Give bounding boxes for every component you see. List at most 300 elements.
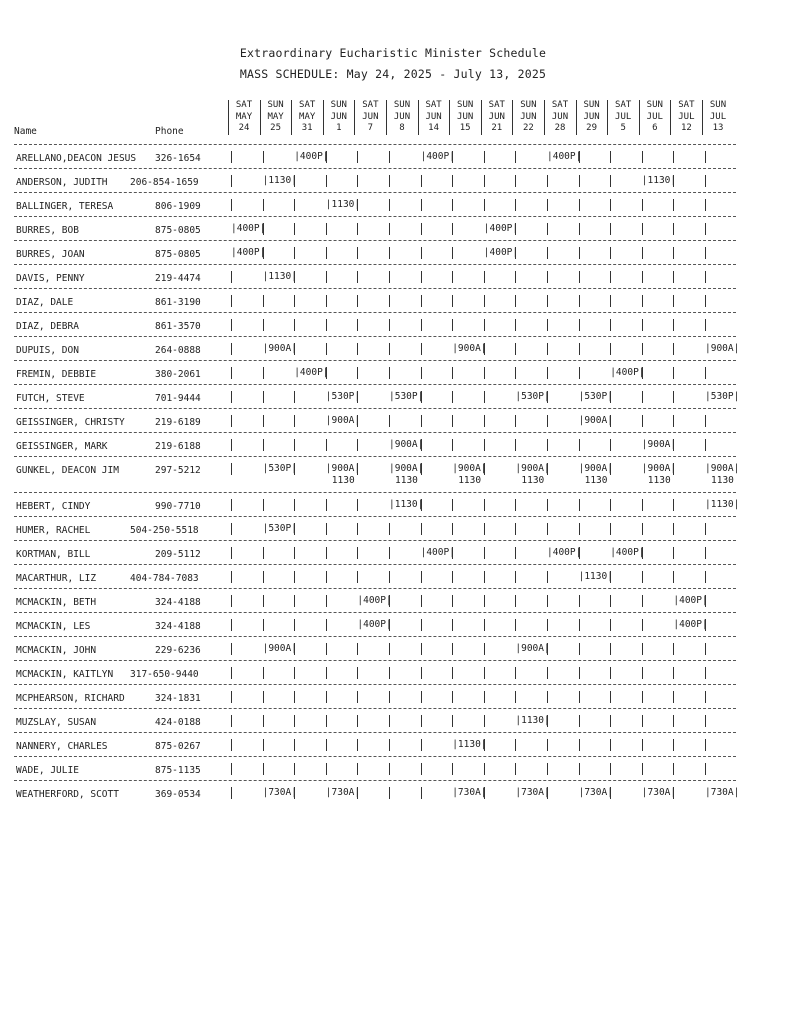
empty-cell-marker (389, 367, 390, 379)
row-divider (14, 288, 736, 289)
empty-cell-marker (547, 271, 548, 283)
empty-cell-marker (421, 343, 422, 355)
empty-cell-marker (421, 595, 422, 607)
empty-cell-marker (326, 175, 327, 187)
empty-cell-marker (673, 499, 674, 511)
empty-cell-marker (579, 667, 580, 679)
minister-phone: 206-854-1659 (130, 177, 199, 188)
empty-cell-marker (421, 223, 422, 235)
empty-cell-marker (705, 715, 706, 727)
empty-cell-marker (547, 619, 548, 631)
empty-cell-marker (610, 415, 611, 427)
header-mon: JUN (488, 111, 505, 122)
empty-cell-marker (421, 787, 422, 799)
table-row (14, 612, 736, 636)
empty-cell-marker (294, 667, 295, 679)
empty-cell-marker (452, 439, 453, 451)
minister-name: BURRES, JOAN (16, 249, 85, 260)
empty-cell-marker (673, 739, 674, 751)
empty-cell-marker (484, 463, 485, 475)
empty-cell-marker (579, 319, 580, 331)
empty-cell-marker (579, 619, 580, 631)
minister-name: HUMER, RACHEL (16, 525, 91, 536)
empty-cell-marker (389, 223, 390, 235)
empty-cell-marker (389, 667, 390, 679)
header-date: 29 (586, 123, 598, 133)
empty-cell-marker (263, 571, 264, 583)
empty-cell-marker (579, 343, 580, 355)
table-row (14, 636, 736, 660)
empty-cell-marker (579, 175, 580, 187)
empty-cell-marker (705, 247, 706, 259)
header-date: 1 (336, 123, 342, 133)
empty-cell-marker (515, 523, 516, 535)
empty-cell-marker (579, 643, 580, 655)
column-divider (449, 100, 450, 135)
assignment-cell: |530P| (262, 523, 297, 534)
table-row (14, 384, 740, 408)
table-row (14, 288, 736, 312)
header-day: SAT (615, 100, 632, 110)
header-date: 14 (428, 123, 440, 133)
minister-name: WADE, JULIE (16, 765, 79, 776)
empty-cell-marker (484, 547, 485, 559)
empty-cell-marker (389, 271, 390, 283)
empty-cell-marker (484, 343, 485, 355)
empty-cell-marker (610, 739, 611, 751)
table-row (14, 144, 736, 168)
empty-cell-marker (515, 439, 516, 451)
assignment-cell: |400P| (231, 223, 266, 234)
empty-cell-marker (484, 175, 485, 187)
column-divider (418, 100, 419, 135)
empty-cell-marker (357, 715, 358, 727)
empty-cell-marker (484, 523, 485, 535)
empty-cell-marker (263, 763, 264, 775)
empty-cell-marker (705, 523, 706, 535)
empty-cell-marker (642, 247, 643, 259)
date-column-header (260, 100, 292, 135)
table-row (14, 432, 736, 456)
empty-cell-marker (547, 463, 548, 475)
empty-cell-marker (389, 691, 390, 703)
row-divider (14, 432, 736, 433)
empty-cell-marker (547, 247, 548, 259)
empty-cell-marker (547, 439, 548, 451)
header-date: 6 (652, 123, 658, 133)
empty-cell-marker (515, 595, 516, 607)
empty-cell-marker (231, 319, 232, 331)
assignment-cell: |400P| (547, 151, 582, 162)
empty-cell-marker (579, 499, 580, 511)
header-date: 24 (238, 123, 250, 133)
assignment-cell: |730A| (578, 787, 613, 798)
minister-phone: 326-1654 (155, 153, 201, 164)
empty-cell-marker (484, 367, 485, 379)
empty-cell-marker (610, 787, 611, 799)
column-divider (481, 100, 482, 135)
minister-name: ARELLANO,DEACON JESUS (16, 153, 137, 164)
header-date: 5 (620, 123, 626, 133)
empty-cell-marker (579, 247, 580, 259)
empty-cell-marker (452, 643, 453, 655)
assignment-cell: |400P| (420, 547, 455, 558)
header-mon: JUN (583, 111, 600, 122)
header-day: SAT (678, 100, 695, 110)
date-column-header (228, 100, 260, 135)
empty-cell-marker (610, 247, 611, 259)
empty-cell-marker (673, 247, 674, 259)
row-divider (14, 588, 736, 589)
empty-cell-marker (547, 643, 548, 655)
header-date: 21 (491, 123, 503, 133)
header-day: SAT (235, 100, 253, 110)
empty-cell-marker (705, 319, 706, 331)
empty-cell-marker (389, 199, 390, 211)
empty-cell-marker (357, 391, 358, 403)
empty-cell-marker (357, 523, 358, 535)
empty-cell-marker (357, 271, 358, 283)
empty-cell-marker (294, 499, 295, 511)
empty-cell-marker (484, 151, 485, 163)
empty-cell-marker (294, 595, 295, 607)
column-divider (386, 100, 387, 135)
empty-cell-marker (357, 547, 358, 559)
assignment-cell: |400P| (610, 547, 645, 558)
empty-cell-marker (547, 763, 548, 775)
minister-name: DIAZ, DEBRA (16, 321, 79, 332)
empty-cell-marker (484, 619, 485, 631)
column-divider (291, 100, 292, 135)
assignment-cell: |1130| (641, 175, 677, 186)
empty-cell-marker (357, 199, 358, 211)
row-divider (14, 360, 736, 361)
assignment-cell: |900A| (452, 343, 487, 354)
minister-phone: 875-0267 (155, 741, 201, 752)
empty-cell-marker (231, 199, 232, 211)
empty-cell-marker (294, 415, 295, 427)
row-divider (14, 456, 736, 457)
empty-cell-marker (357, 415, 358, 427)
empty-cell-marker (610, 343, 611, 355)
empty-cell-marker (705, 739, 706, 751)
empty-cell-marker (452, 571, 453, 583)
table-row (14, 408, 736, 432)
empty-cell-marker (357, 787, 358, 799)
empty-cell-marker (326, 343, 327, 355)
empty-cell-marker (452, 595, 453, 607)
empty-cell-marker (231, 523, 232, 535)
empty-cell-marker (484, 763, 485, 775)
empty-cell-marker (421, 367, 422, 379)
empty-cell-marker (673, 787, 674, 799)
assignment-cell-second: 1130 (711, 475, 734, 486)
empty-cell-marker (326, 715, 327, 727)
assignment-cell: |900A| (705, 463, 740, 474)
minister-phone: 875-0805 (155, 225, 201, 236)
empty-cell-marker (705, 619, 706, 631)
empty-cell-marker (452, 619, 453, 631)
date-column-header (670, 100, 702, 135)
empty-cell-marker (326, 643, 327, 655)
empty-cell-marker (326, 619, 327, 631)
empty-cell-marker (547, 175, 548, 187)
empty-cell-marker (326, 223, 327, 235)
table-row (14, 492, 740, 516)
minister-name: DAVIS, PENNY (16, 273, 85, 284)
minister-name: GEISSINGER, MARK (16, 441, 108, 452)
empty-cell-marker (231, 619, 232, 631)
empty-cell-marker (579, 439, 580, 451)
table-row (14, 708, 736, 732)
assignment-cell: |1130| (452, 739, 487, 750)
page-title: Extraordinary Eucharistic Minister Schedule (239, 46, 547, 60)
header-mon: JUN (425, 111, 442, 122)
header-date: 15 (459, 123, 471, 133)
empty-cell-marker (547, 223, 548, 235)
empty-cell-marker (389, 415, 390, 427)
empty-cell-marker (452, 415, 453, 427)
row-divider (14, 312, 736, 313)
empty-cell-marker (610, 463, 611, 475)
assignment-cell: |1130| (389, 499, 424, 510)
header-mon: JUL (709, 111, 727, 122)
minister-name: MACARTHUR, LIZ (16, 573, 97, 584)
empty-cell-marker (357, 571, 358, 583)
empty-cell-marker (610, 763, 611, 775)
assignment-cell: |400P| (357, 595, 392, 606)
empty-cell-marker (294, 247, 295, 259)
assignment-cell: |730A| (452, 787, 487, 798)
empty-cell-marker (421, 319, 422, 331)
empty-cell-marker (326, 247, 327, 259)
empty-cell-marker (515, 343, 516, 355)
header-day: SUN (330, 100, 347, 110)
empty-cell-marker (610, 295, 611, 307)
assignment-cell: |900A| (515, 463, 550, 474)
assignment-cell-second: 1130 (395, 475, 418, 486)
empty-cell-marker (515, 271, 516, 283)
empty-cell-marker (231, 271, 232, 283)
minister-name: MCMACKIN, LES (16, 621, 91, 632)
minister-phone: 219-4474 (155, 273, 201, 284)
empty-cell-marker (547, 391, 548, 403)
empty-cell-marker (515, 367, 516, 379)
header-mon: JUN (551, 111, 569, 122)
empty-cell-marker (705, 547, 706, 559)
empty-cell-marker (326, 547, 327, 559)
empty-cell-marker (452, 271, 453, 283)
empty-cell-marker (673, 199, 674, 211)
empty-cell-marker (231, 463, 232, 475)
header-mon: JUN (362, 111, 379, 122)
row-divider (14, 216, 736, 217)
minister-name: DUPUIS, DON (16, 345, 79, 356)
date-column-header (512, 100, 544, 135)
minister-phone: 219-6189 (155, 417, 201, 428)
empty-cell-marker (642, 499, 643, 511)
minister-name: GUNKEL, DEACON JIM (16, 465, 119, 476)
empty-cell-marker (421, 643, 422, 655)
row-divider (14, 192, 736, 193)
empty-cell-marker (673, 223, 674, 235)
empty-cell-marker (231, 547, 232, 559)
empty-cell-marker (326, 691, 327, 703)
row-divider (14, 708, 736, 709)
empty-cell-marker (673, 691, 674, 703)
empty-cell-marker (547, 595, 548, 607)
empty-cell-marker (610, 523, 611, 535)
assignment-cell: |730A| (262, 787, 297, 798)
empty-cell-marker (705, 439, 706, 451)
empty-cell-marker (421, 271, 422, 283)
empty-cell-marker (642, 739, 643, 751)
empty-cell-marker (421, 439, 422, 451)
assignment-cell: |1130| (325, 199, 361, 210)
empty-cell-marker (357, 643, 358, 655)
name-column-header: Name (14, 126, 37, 137)
assignment-cell-second: 1130 (584, 475, 608, 486)
empty-cell-marker (673, 439, 674, 451)
empty-cell-marker (642, 691, 643, 703)
table-row (14, 168, 736, 192)
minister-name: NANNERY, CHARLES (16, 741, 108, 752)
empty-cell-marker (452, 763, 453, 775)
empty-cell-marker (357, 343, 358, 355)
minister-phone: 209-5112 (155, 549, 201, 560)
empty-cell-marker (452, 499, 453, 511)
header-day: SUN (709, 100, 727, 110)
empty-cell-marker (484, 571, 485, 583)
empty-cell-marker (484, 199, 485, 211)
table-row (14, 660, 736, 684)
empty-cell-marker (326, 151, 327, 163)
row-divider (14, 564, 736, 565)
empty-cell-marker (610, 175, 611, 187)
row-divider (14, 540, 736, 541)
header-mon: JUN (393, 111, 411, 122)
minister-phone: 861-3190 (155, 297, 201, 308)
empty-cell-marker (263, 439, 264, 451)
empty-cell-marker (610, 319, 611, 331)
header-date: 22 (522, 123, 534, 133)
date-column-header (607, 100, 639, 135)
assignment-cell: |900A| (262, 343, 297, 354)
empty-cell-marker (484, 271, 485, 283)
minister-phone: 701-9444 (155, 393, 201, 404)
empty-cell-marker (673, 415, 674, 427)
empty-cell-marker (421, 175, 422, 187)
empty-cell-marker (705, 295, 706, 307)
empty-cell-marker (326, 319, 327, 331)
minister-phone: 424-0188 (155, 717, 201, 728)
empty-cell-marker (547, 295, 548, 307)
empty-cell-marker (610, 223, 611, 235)
empty-cell-marker (547, 667, 548, 679)
empty-cell-marker (421, 667, 422, 679)
table-row (14, 456, 740, 492)
empty-cell-marker (294, 763, 295, 775)
empty-cell-marker (452, 391, 453, 403)
empty-cell-marker (579, 691, 580, 703)
empty-cell-marker (421, 571, 422, 583)
empty-cell-marker (547, 787, 548, 799)
empty-cell-marker (642, 151, 643, 163)
empty-cell-marker (579, 595, 580, 607)
empty-cell-marker (231, 415, 232, 427)
empty-cell-marker (610, 595, 611, 607)
empty-cell-marker (231, 571, 232, 583)
empty-cell-marker (673, 715, 674, 727)
empty-cell-marker (547, 343, 548, 355)
empty-cell-marker (357, 667, 358, 679)
date-column-header (702, 100, 734, 135)
empty-cell-marker (705, 571, 706, 583)
minister-name: MUZSLAY, SUSAN (16, 717, 97, 728)
empty-cell-marker (484, 499, 485, 511)
assignment-cell: |1130| (578, 571, 613, 582)
assignment-cell-second: 1130 (521, 475, 545, 486)
empty-cell-marker (673, 271, 674, 283)
empty-cell-marker (673, 295, 674, 307)
empty-cell-marker (642, 667, 643, 679)
empty-cell-marker (547, 715, 548, 727)
empty-cell-marker (421, 295, 422, 307)
column-divider (228, 100, 229, 135)
row-divider (14, 516, 736, 517)
assignment-cell: |1130| (262, 175, 297, 186)
empty-cell-marker (263, 667, 264, 679)
empty-cell-marker (326, 739, 327, 751)
assignment-cell: |400P| (294, 367, 329, 378)
empty-cell-marker (547, 199, 548, 211)
minister-phone: 875-0805 (155, 249, 201, 260)
empty-cell-marker (263, 199, 264, 211)
empty-cell-marker (579, 223, 580, 235)
empty-cell-marker (263, 391, 264, 403)
empty-cell-marker (610, 715, 611, 727)
empty-cell-marker (705, 271, 706, 283)
row-divider (14, 240, 736, 241)
row-divider (14, 636, 736, 637)
header-date: 13 (712, 123, 724, 133)
minister-name: DIAZ, DALE (16, 297, 74, 308)
empty-cell-marker (673, 175, 674, 187)
empty-cell-marker (515, 319, 516, 331)
date-column-header (418, 100, 450, 135)
column-divider (260, 100, 261, 135)
empty-cell-marker (673, 667, 674, 679)
assignment-cell: |900A| (578, 463, 613, 474)
assignment-cell: |530P| (262, 463, 297, 474)
empty-cell-marker (294, 271, 295, 283)
header-date: 7 (367, 123, 374, 133)
column-divider (544, 100, 545, 135)
minister-name: HEBERT, CINDY (16, 501, 91, 512)
empty-cell-marker (389, 547, 390, 559)
empty-cell-marker (673, 523, 674, 535)
header-date: 28 (554, 123, 566, 133)
empty-cell-marker (231, 739, 232, 751)
assignment-cell: |900A| (389, 463, 424, 474)
empty-cell-marker (515, 499, 516, 511)
empty-cell-marker (389, 319, 390, 331)
empty-cell-marker (294, 547, 295, 559)
minister-phone: 380-2061 (155, 369, 201, 380)
empty-cell-marker (263, 547, 264, 559)
assignment-cell: |400P| (610, 367, 645, 378)
header-day: SUN (646, 100, 663, 110)
